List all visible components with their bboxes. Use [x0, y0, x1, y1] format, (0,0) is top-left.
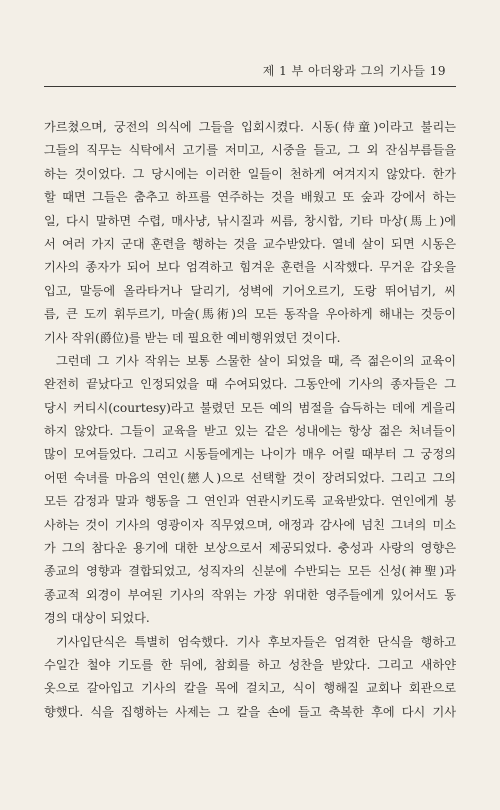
text-line: 많이 모여들었다. 그리고 시동들에게는 나이가 매우 어릴 때부터 그 궁정의 — [44, 447, 456, 462]
paragraph-start-line: 그런데 그 기사 작위는 보통 스물한 살이 되었을 때, 즉 젊은이의 교육이 — [56, 353, 456, 368]
text-line: 하지 않았다. 그들이 교육을 받고 있는 같은 성내에는 항상 젊은 처녀들이 — [44, 424, 456, 439]
text-line: 사하는 것이 기사의 영광이자 직무였으며, 애정과 감사에 넘친 그녀의 미소 — [44, 517, 456, 532]
text-line: 옷으로 갈아입고 기사의 칼을 목에 걸치고, 식이 행해질 교회나 회관으로 — [44, 681, 456, 696]
running-head: 제 1 부 아더왕과 그의 기사들 19 — [262, 64, 446, 78]
text-line: 종교적 외경이 부여된 기사의 작위는 가장 위대한 영주들에게 있어서도 동 — [44, 587, 456, 602]
text-line: 서 여러 가지 군대 훈련을 행하는 것을 교수받았다. 열네 살이 되면 시동은 — [44, 236, 456, 251]
text-line: 일, 다시 말하면 수렵, 매사냥, 낚시질과 씨름, 창시합, 기타 마상(馬上)에 — [44, 213, 456, 228]
text-line: 모든 감정과 말과 행동을 그 연인과 연관시키도록 교육받았다. 연인에게 봉 — [44, 494, 456, 509]
text-line: 가르쳤으며, 궁전의 의식에 그들을 입회시켰다. 시동(侍童)이라고 불리는 — [44, 120, 456, 134]
text-line: 당시 커티시(courtesy)라고 불렸던 모든 예의 범절을 습득하는 데에 게을리 — [44, 400, 456, 415]
paragraph-start-line: 기사입단식은 특별히 엄숙했다. 기사 후보자들은 엄격한 단식을 행하고 — [56, 634, 456, 649]
text-line: 어떤 숙녀를 마음의 연인(戀人)으로 선택할 것이 장려되었다. 그리고 그의 — [44, 470, 456, 485]
text-line: 종교의 영향과 결합되었고, 성직자의 신분에 수반되는 모든 신성(神聖)과 — [44, 564, 456, 579]
text-line: 완전히 끝났다고 인정되었을 때 수여되었다. 그동안에 기사의 종자들은 그 — [44, 377, 456, 392]
text-line: 기사의 종자가 되어 보다 엄격하고 힘겨운 훈련을 시작했다. 무거운 갑옷을 — [44, 260, 456, 275]
text-line: 향했다. 식을 집행하는 사제는 그 칼을 손에 들고 축복한 후에 다시 기사 — [44, 704, 456, 719]
text-line: 기사 작위(爵位)를 받는 데 필요한 예비행위였던 것이다. — [44, 330, 341, 345]
text-line: 할 때면 그들은 춤추고 하프를 연주하는 것을 배웠고 또 숲과 강에서 하는 — [44, 190, 456, 205]
text-line: 그들의 직무는 식탁에서 고기를 저미고, 시중을 들고, 그 외 잔심부름들을 — [44, 143, 456, 158]
text-line: 경의 대상이 되었다. — [44, 611, 150, 626]
text-line: 수일간 철야 기도를 한 뒤에, 참회를 하고 성찬을 받았다. 그리고 새하얀 — [44, 657, 456, 672]
text-line: 하는 것이었다. 그 당시에는 이러한 일들이 천하게 여겨지지 않았다. 한가 — [44, 166, 456, 181]
text-line: 가 그의 참다운 용기에 대한 보상으로서 제공되었다. 충성과 사랑의 영향은 — [44, 541, 456, 556]
text-line: 름, 큰 도끼 휘두르기, 마술(馬術)의 모든 동작을 우아하게 해내는 것등이 — [44, 307, 456, 322]
header-rule — [44, 86, 456, 87]
text-line: 입고, 말등에 올라타거나 달리기, 성벽에 기어오르기, 도랑 뛰어넘기, 씨 — [44, 283, 456, 298]
body-text — [44, 116, 456, 724]
